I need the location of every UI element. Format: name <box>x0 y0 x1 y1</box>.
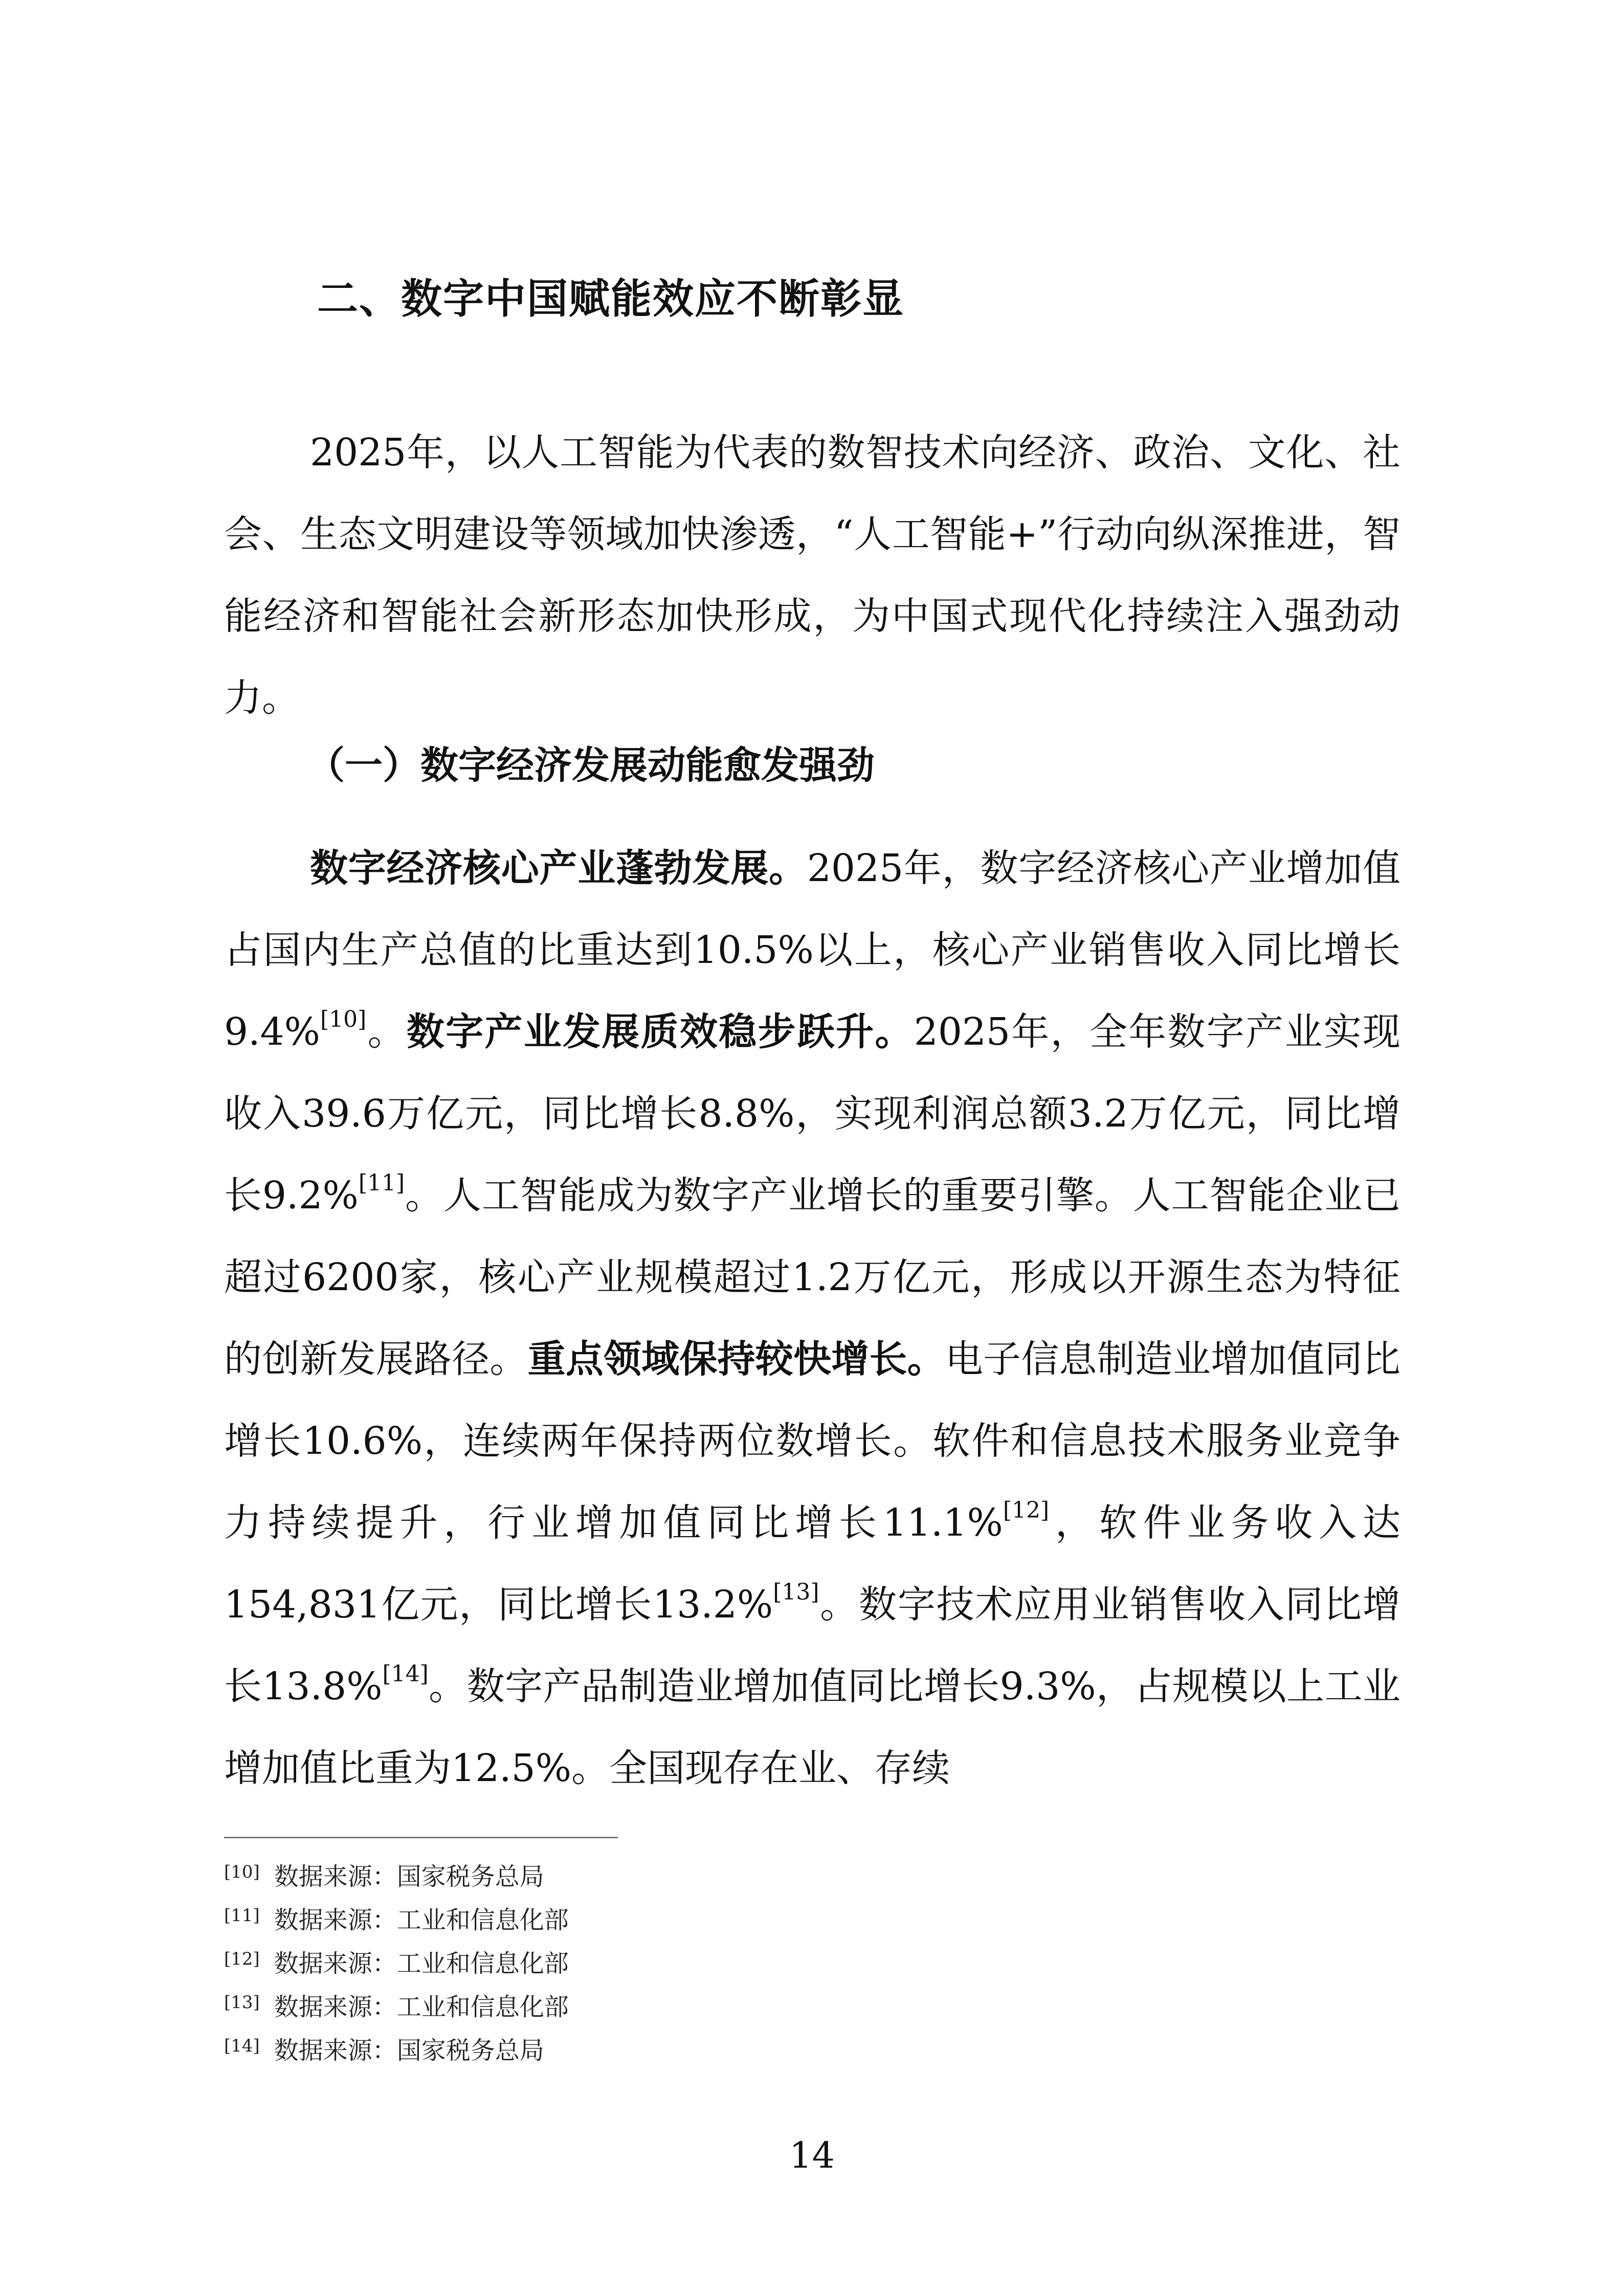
footnote-mark: [10] <box>224 1862 260 1882</box>
footnote-text: 数据来源：工业和信息化部 <box>274 1949 569 1978</box>
body-text: 电子信息制造业增加值同比增长10.6%，连续两年保持两位数增长。软件和信息技术服务业竞争力持续提升，行业增加值同比增长11.1% <box>224 1337 1401 1545</box>
body-paragraph <box>224 827 1400 1809</box>
lead-sentence-digital-industry: 数字产业发展质效稳步跃升。 <box>406 1010 914 1054</box>
footnote-mark: [13] <box>224 1992 260 2013</box>
body-text: 2025年，数字经济核心产业增加值占国内生产总值的比重达到10.5%以上，核心产业销售收入同比增长9.4% <box>224 846 1401 1054</box>
footnote-reference[interactable]: [14] <box>382 1660 429 1687</box>
footnote-text: 数据来源：工业和信息化部 <box>274 1993 569 2021</box>
lead-sentence-core-industry: 数字经济核心产业蓬勃发展。 <box>310 846 807 890</box>
intro-paragraph: 2025年，以人工智能为代表的数智技术向经济、政治、文化、社会、生态文明建设等领域加快渗透，“人工智能+”行动向纵深推进，智能经济和智能社会新形态加快形成，为中国式现代化持续注入强劲动力。 <box>224 431 1400 720</box>
lead-sentence-key-fields: 重点领域保持较快增长。 <box>527 1337 945 1381</box>
footnote-item <box>224 1900 569 1943</box>
footnote-divider <box>224 1837 618 1838</box>
body-text: 。 <box>366 1010 407 1054</box>
footnote-reference[interactable]: [11] <box>358 1169 405 1196</box>
section-heading: 二、数字中国赋能效应不断彰显 <box>317 275 904 323</box>
footnote-mark: [14] <box>224 2036 260 2056</box>
footnote-text: 数据来源：国家税务总局 <box>274 1862 544 1891</box>
footnote-item <box>224 2030 569 2074</box>
footnote-text: 数据来源：国家税务总局 <box>274 2036 544 2065</box>
footnote-list <box>224 1856 569 2074</box>
sub-heading: （一）数字经济发展动能愈发强劲 <box>307 744 875 787</box>
footnote-mark: [12] <box>224 1949 260 1969</box>
footnote-reference[interactable]: [13] <box>773 1579 819 1605</box>
body-text: 。数字技术应用业销售收入同比增长13.8% <box>224 1583 1400 1708</box>
footnote-mark: [11] <box>224 1905 260 1926</box>
body-text: 2025年，全年数字产业实现收入39.6万亿元，同比增长8.8%，实现利润总额3.2万亿元，同比增长9.2% <box>224 1010 1401 1218</box>
body-text: ，软件业务收入达154,831亿元，同比增长13.2% <box>224 1501 1400 1627</box>
page-number: 14 <box>789 2134 835 2176</box>
footnote-item <box>224 1856 569 1900</box>
body-text: 。人工智能成为数字产业增长的重要引擎。人工智能企业已超过6200家，核心产业规模超过1.2万亿元，形成以开源生态为特征的创新发展路径。 <box>224 1174 1401 1381</box>
footnote-reference[interactable]: [12] <box>1003 1497 1050 1523</box>
footnote-item <box>224 1943 569 1987</box>
footnote-reference[interactable]: [10] <box>320 1006 367 1032</box>
footnote-item <box>224 1987 569 2030</box>
body-text: 。数字产品制造业增加值同比增长9.3%，占规模以上工业增加值比重为12.5%。全国现存在业、存续 <box>224 1664 1400 1790</box>
footnote-text: 数据来源：工业和信息化部 <box>274 1906 569 1934</box>
